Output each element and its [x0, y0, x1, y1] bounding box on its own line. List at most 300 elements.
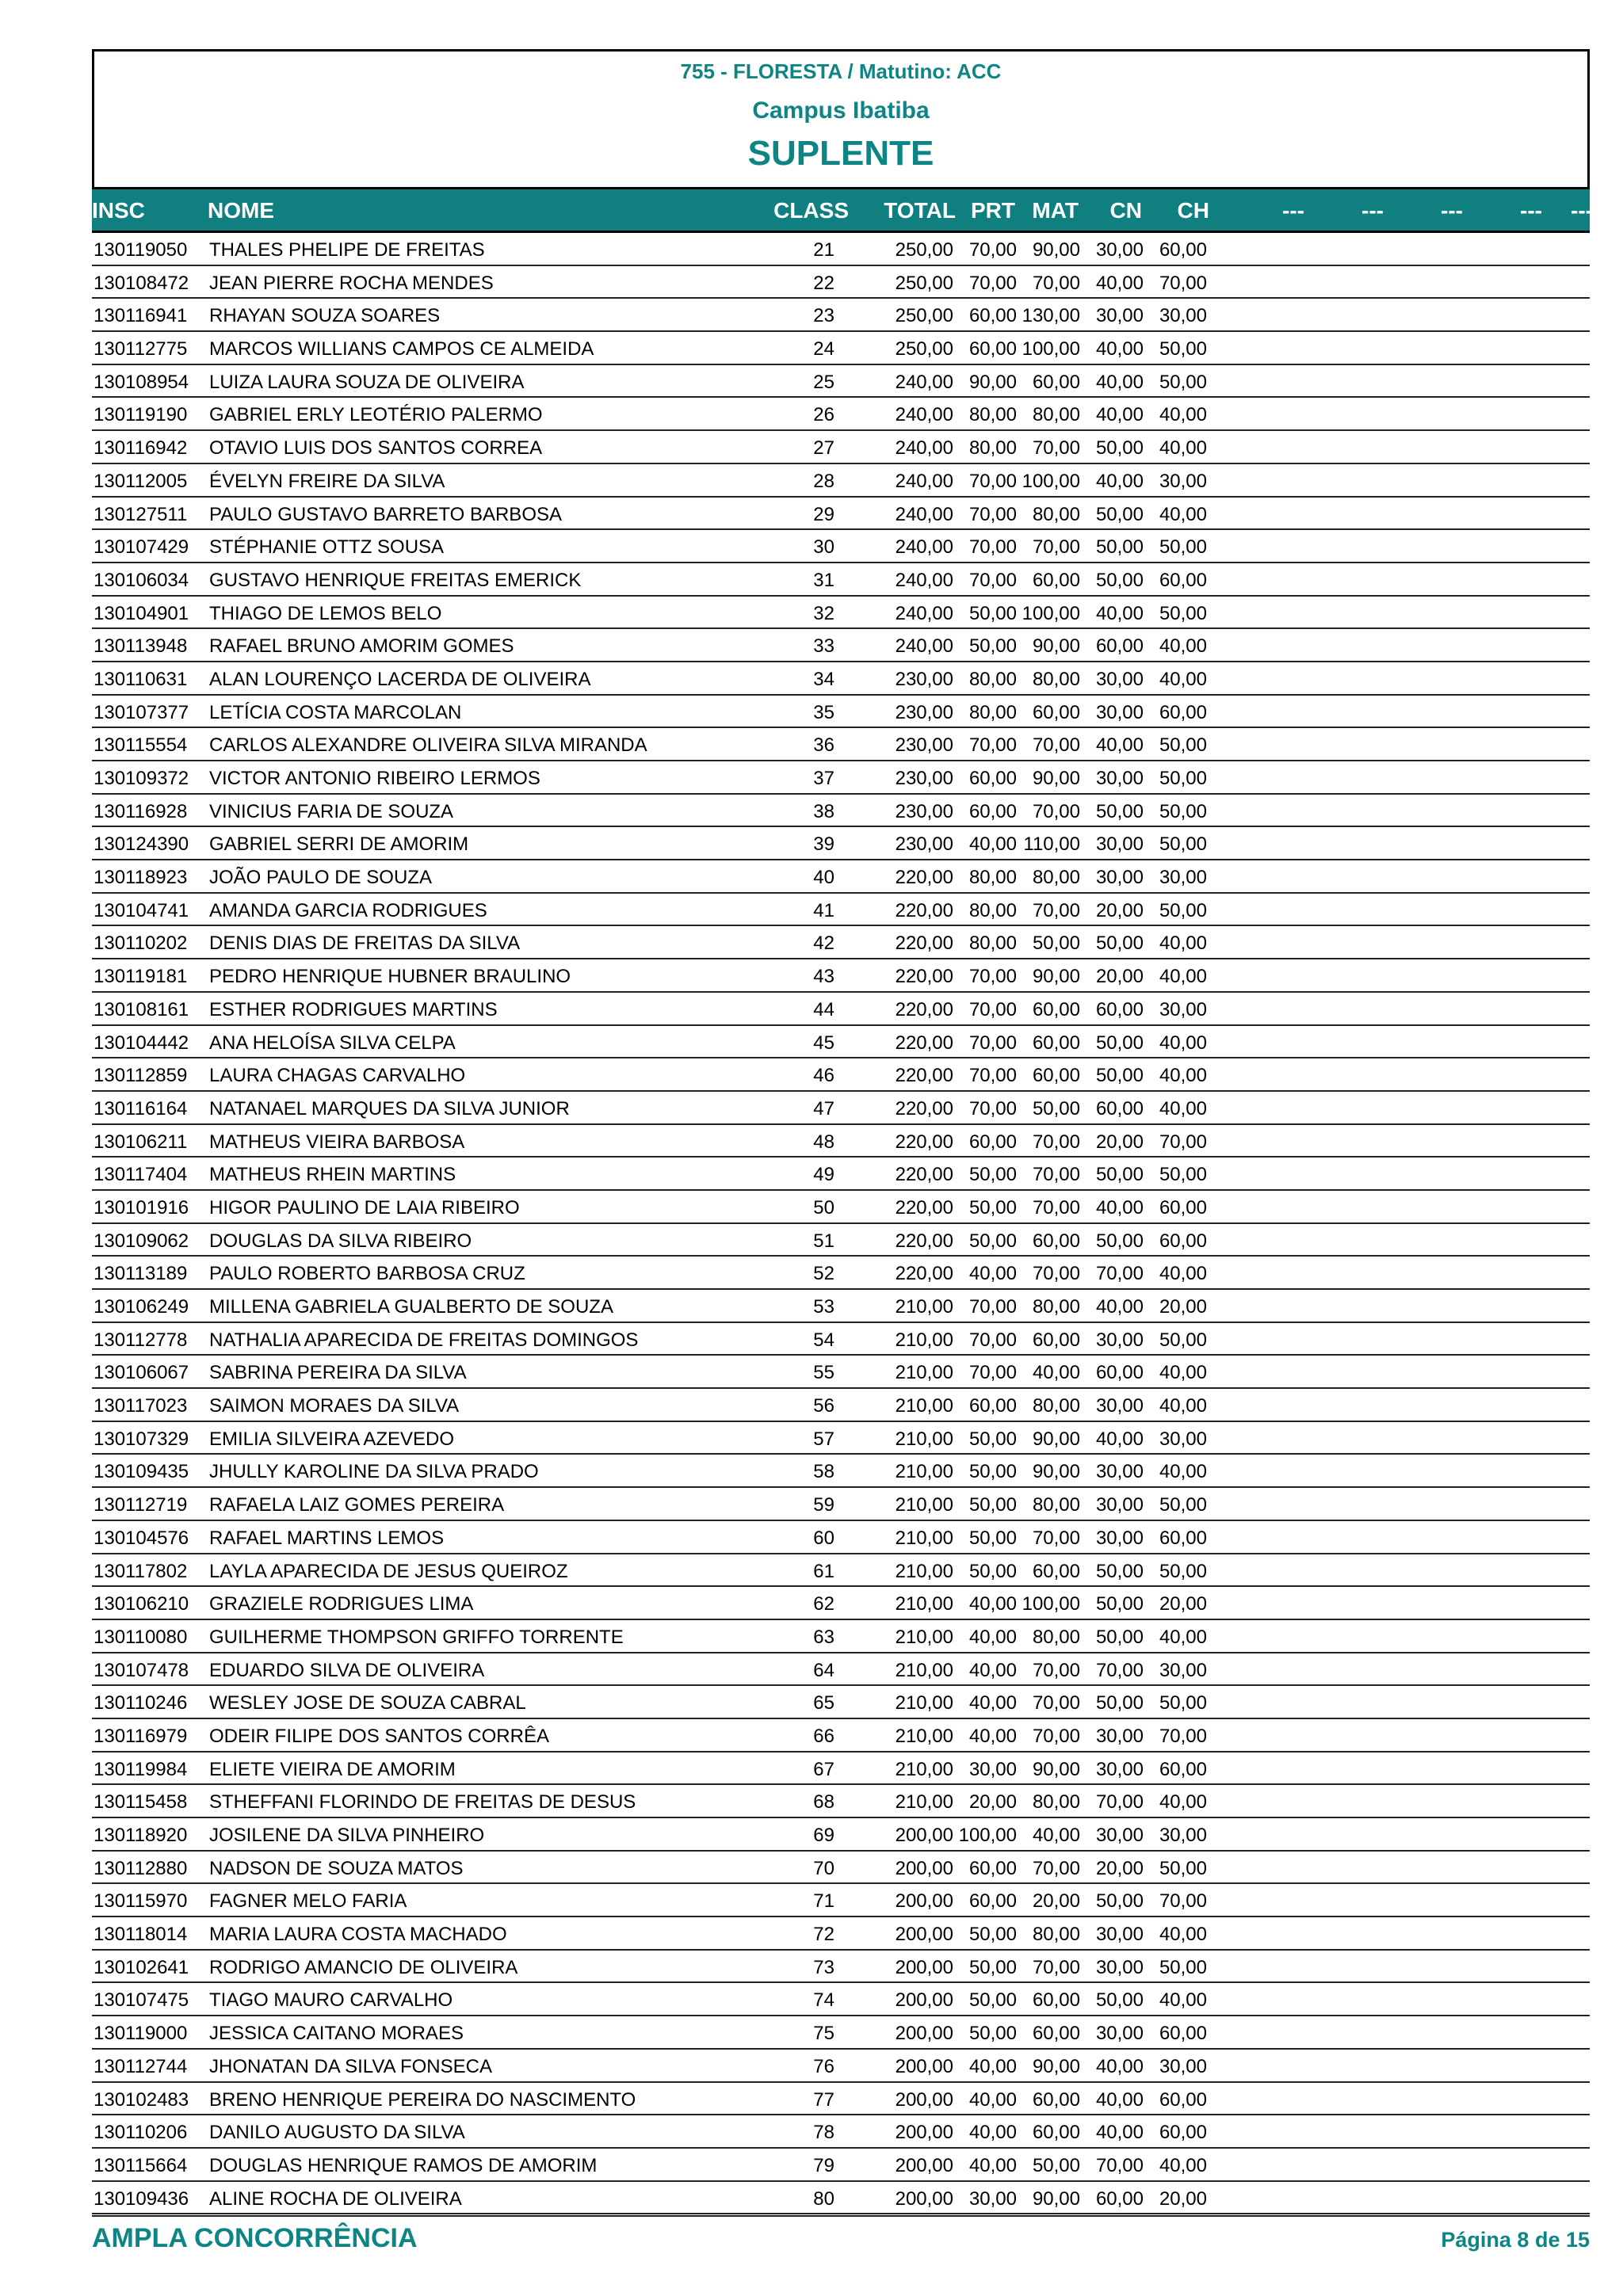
cell-class: 32 [813, 602, 834, 624]
cell-insc: 130115554 [94, 734, 188, 757]
cell-cn: 50,00 [1095, 1230, 1144, 1252]
cell-ch: 30,00 [1159, 2055, 1207, 2077]
cell-mat: 90,00 [1032, 635, 1080, 658]
cell-cn: 70,00 [1095, 2154, 1144, 2176]
cell-insc: 130106067 [94, 1362, 189, 1384]
cell-insc: 130116164 [94, 1097, 188, 1119]
cell-cn: 60,00 [1095, 1362, 1144, 1384]
cell-insc: 130119050 [94, 239, 188, 261]
cell-nome: MARCOS WILLIANS CAMPOS CE ALMEIDA [209, 338, 594, 360]
table-row [92, 332, 1590, 365]
cell-total: 200,00 [895, 1825, 953, 1846]
cell-prt: 30,00 [968, 2187, 1017, 2210]
cell-cn: 30,00 [1095, 1527, 1144, 1549]
cell-mat: 60,00 [1032, 998, 1080, 1020]
table-row [92, 1818, 1590, 1852]
cell-cn: 40,00 [1095, 2088, 1144, 2111]
cell-prt: 40,00 [968, 833, 1017, 856]
cell-nome: DENIS DIAS DE FREITAS DA SILVA [209, 933, 521, 955]
cell-mat: 90,00 [1032, 1461, 1080, 1483]
table-row [92, 1488, 1590, 1521]
cell-nome: GUILHERME THOMPSON GRIFFO TORRENTE [209, 1626, 624, 1648]
cell-cn: 30,00 [1095, 668, 1144, 690]
bottom-rule [92, 2215, 1590, 2217]
cell-ch: 50,00 [1159, 899, 1207, 921]
cell-mat: 60,00 [1032, 2088, 1080, 2111]
cell-mat: 90,00 [1032, 1758, 1080, 1780]
table-row [92, 1917, 1590, 1951]
cell-ch: 20,00 [1159, 1593, 1207, 1615]
cell-cn: 30,00 [1095, 701, 1144, 723]
cell-insc: 130116942 [94, 437, 188, 460]
cell-total: 240,00 [895, 602, 953, 624]
cell-ch: 30,00 [1159, 1825, 1207, 1846]
column-header-blank-5: --- [1571, 198, 1593, 223]
cell-nome: WESLEY JOSE DE SOUZA CABRAL [209, 1692, 526, 1714]
table-row [92, 299, 1590, 332]
cell-ch: 50,00 [1159, 1692, 1207, 1714]
cell-insc: 130116941 [94, 305, 188, 327]
cell-prt: 70,00 [968, 1296, 1017, 1318]
cell-cn: 70,00 [1095, 1791, 1144, 1814]
table-row [92, 860, 1590, 894]
cell-cn: 50,00 [1095, 1890, 1144, 1913]
cell-total: 200,00 [895, 1890, 953, 1913]
cell-ch: 40,00 [1159, 635, 1207, 658]
cell-class: 55 [813, 1362, 834, 1384]
cell-cn: 30,00 [1095, 1924, 1144, 1946]
cell-mat: 70,00 [1032, 1263, 1080, 1285]
cell-nome: PAULO ROBERTO BARBOSA CRUZ [209, 1263, 525, 1285]
cell-mat: 90,00 [1032, 1428, 1080, 1450]
cell-cn: 30,00 [1095, 1758, 1144, 1780]
cell-mat: 70,00 [1032, 1725, 1080, 1747]
cell-ch: 50,00 [1159, 602, 1207, 624]
cell-cn: 30,00 [1095, 833, 1144, 856]
cell-prt: 80,00 [968, 899, 1017, 921]
cell-nome: JHONATAN DA SILVA FONSECA [209, 2055, 492, 2077]
cell-ch: 40,00 [1159, 503, 1207, 525]
cell-class: 74 [813, 1989, 834, 2012]
column-header-total: TOTAL [884, 198, 956, 223]
cell-total: 200,00 [895, 2088, 953, 2111]
cell-mat: 80,00 [1032, 503, 1080, 525]
cell-ch: 40,00 [1159, 1263, 1207, 1285]
cell-class: 36 [813, 734, 834, 757]
cell-nome: ALINE ROCHA DE OLIVEIRA [209, 2187, 462, 2210]
cell-cn: 40,00 [1095, 338, 1144, 360]
cell-insc: 130110631 [94, 668, 188, 690]
cell-ch: 20,00 [1159, 2187, 1207, 2210]
cell-prt: 60,00 [968, 305, 1017, 327]
cell-insc: 130124390 [94, 833, 189, 856]
cell-mat: 70,00 [1032, 437, 1080, 460]
cell-cn: 30,00 [1095, 305, 1144, 327]
cell-total: 240,00 [895, 404, 953, 426]
table-row [92, 1389, 1590, 1422]
cell-total: 230,00 [895, 734, 953, 757]
cell-total: 250,00 [895, 239, 953, 261]
cell-prt: 50,00 [968, 1428, 1017, 1450]
table-row [92, 1290, 1590, 1323]
cell-prt: 50,00 [968, 1461, 1017, 1483]
cell-prt: 20,00 [968, 1791, 1017, 1814]
cell-class: 72 [813, 1924, 834, 1946]
cell-total: 230,00 [895, 833, 953, 856]
cell-insc: 130115970 [94, 1890, 188, 1913]
cell-prt: 50,00 [968, 1527, 1017, 1549]
cell-ch: 40,00 [1159, 1395, 1207, 1417]
cell-total: 210,00 [895, 1725, 953, 1747]
cell-mat: 100,00 [1022, 602, 1080, 624]
cell-class: 29 [813, 503, 834, 525]
cell-prt: 50,00 [968, 1956, 1017, 1978]
cell-nome: DOUGLAS HENRIQUE RAMOS DE AMORIM [209, 2154, 598, 2176]
column-header-prt: PRT [971, 198, 1015, 223]
column-header-class: CLASS [773, 198, 849, 223]
table-row [92, 398, 1590, 431]
table-row [92, 1224, 1590, 1257]
table-row [92, 1620, 1590, 1653]
cell-prt: 40,00 [968, 1692, 1017, 1714]
table-row [92, 1653, 1590, 1687]
cell-class: 66 [813, 1725, 834, 1747]
cell-total: 210,00 [895, 1527, 953, 1549]
cell-total: 210,00 [895, 1659, 953, 1681]
cell-cn: 30,00 [1095, 1494, 1144, 1516]
cell-prt: 70,00 [968, 734, 1017, 757]
cell-nome: GUSTAVO HENRIQUE FREITAS EMERICK [209, 569, 582, 591]
cell-total: 240,00 [895, 470, 953, 492]
cell-mat: 50,00 [1032, 1097, 1080, 1119]
cell-mat: 70,00 [1032, 800, 1080, 822]
cell-insc: 130107478 [94, 1659, 189, 1681]
cell-prt: 100,00 [958, 1825, 1017, 1846]
cell-total: 210,00 [895, 1758, 953, 1780]
cell-total: 230,00 [895, 768, 953, 789]
cell-cn: 30,00 [1095, 1825, 1144, 1846]
cell-nome: ESTHER RODRIGUES MARTINS [209, 998, 498, 1020]
cell-ch: 40,00 [1159, 1362, 1207, 1384]
cell-prt: 70,00 [968, 569, 1017, 591]
cell-prt: 40,00 [968, 2122, 1017, 2144]
cell-mat: 80,00 [1032, 1626, 1080, 1648]
cell-prt: 60,00 [968, 338, 1017, 360]
cell-ch: 40,00 [1159, 2154, 1207, 2176]
report-header [92, 49, 1590, 187]
cell-nome: STÉPHANIE OTTZ SOUSA [209, 536, 445, 559]
table-row [92, 1125, 1590, 1158]
cell-prt: 70,00 [968, 239, 1017, 261]
cell-prt: 50,00 [968, 2023, 1017, 2045]
cell-class: 40 [813, 867, 834, 889]
cell-class: 34 [813, 668, 834, 690]
cell-nome: MATHEUS VIEIRA BARBOSA [209, 1131, 465, 1153]
cell-prt: 70,00 [968, 998, 1017, 1020]
cell-ch: 30,00 [1159, 998, 1207, 1020]
cell-ch: 70,00 [1159, 1131, 1207, 1153]
cell-insc: 130109435 [94, 1461, 189, 1483]
cell-insc: 130115458 [94, 1791, 188, 1814]
cell-prt: 80,00 [968, 867, 1017, 889]
cell-total: 240,00 [895, 503, 953, 525]
cell-class: 69 [813, 1825, 834, 1846]
cell-insc: 130104901 [94, 602, 189, 624]
cell-cn: 50,00 [1095, 569, 1144, 591]
cell-class: 47 [813, 1097, 834, 1119]
table-row [92, 959, 1590, 993]
cell-total: 220,00 [895, 867, 953, 889]
cell-total: 230,00 [895, 668, 953, 690]
cell-cn: 60,00 [1095, 1097, 1144, 1119]
cell-cn: 20,00 [1095, 966, 1144, 988]
table-row [92, 1951, 1590, 1984]
cell-ch: 40,00 [1159, 668, 1207, 690]
cell-prt: 70,00 [968, 1362, 1017, 1384]
cell-cn: 50,00 [1095, 1065, 1144, 1087]
cell-mat: 80,00 [1032, 1395, 1080, 1417]
cell-mat: 90,00 [1032, 239, 1080, 261]
cell-nome: SAIMON MORAES DA SILVA [209, 1395, 460, 1417]
cell-insc: 130118014 [94, 1924, 188, 1946]
cell-mat: 100,00 [1022, 338, 1080, 360]
cell-ch: 60,00 [1159, 2088, 1207, 2111]
cell-total: 210,00 [895, 1395, 953, 1417]
cell-cn: 40,00 [1095, 1428, 1144, 1450]
cell-cn: 40,00 [1095, 272, 1144, 294]
cell-prt: 60,00 [968, 800, 1017, 822]
cell-class: 61 [813, 1560, 834, 1582]
cell-nome: RHAYAN SOUZA SOARES [209, 305, 441, 327]
table-row [92, 2182, 1590, 2215]
cell-prt: 40,00 [968, 1626, 1017, 1648]
cell-nome: RAFAEL MARTINS LEMOS [209, 1527, 445, 1549]
cell-cn: 30,00 [1095, 1329, 1144, 1351]
cell-total: 220,00 [895, 1065, 953, 1087]
cell-nome: SABRINA PEREIRA DA SILVA [209, 1362, 467, 1384]
cell-mat: 80,00 [1032, 1791, 1080, 1814]
cell-insc: 130107475 [94, 1989, 189, 2012]
cell-class: 64 [813, 1659, 834, 1681]
cell-class: 68 [813, 1791, 834, 1814]
cell-insc: 130108161 [94, 998, 189, 1020]
cell-class: 50 [813, 1196, 834, 1219]
column-header-insc: INSC [92, 198, 145, 223]
cell-total: 210,00 [895, 1428, 953, 1450]
cell-nome: RAFAELA LAIZ GOMES PEREIRA [209, 1494, 505, 1516]
cell-insc: 130119984 [94, 1758, 188, 1780]
cell-mat: 70,00 [1032, 899, 1080, 921]
cell-ch: 50,00 [1159, 833, 1207, 856]
cell-class: 70 [813, 1857, 834, 1879]
cell-mat: 50,00 [1032, 933, 1080, 955]
cell-prt: 40,00 [968, 1725, 1017, 1747]
cell-insc: 130112778 [94, 1329, 188, 1351]
cell-class: 35 [813, 701, 834, 723]
cell-prt: 50,00 [968, 602, 1017, 624]
cell-ch: 70,00 [1159, 272, 1207, 294]
cell-class: 73 [813, 1956, 834, 1978]
cell-prt: 40,00 [968, 1659, 1017, 1681]
cell-cn: 70,00 [1095, 1263, 1144, 1285]
cell-insc: 130106211 [94, 1131, 188, 1153]
cell-class: 45 [813, 1032, 834, 1054]
cell-total: 200,00 [895, 1956, 953, 1978]
table-row [92, 233, 1590, 266]
cell-total: 240,00 [895, 371, 953, 393]
cell-insc: 130107377 [94, 701, 189, 723]
cell-insc: 130112005 [94, 470, 188, 492]
cell-prt: 50,00 [968, 635, 1017, 658]
cell-nome: LUIZA LAURA SOUZA DE OLIVEIRA [209, 371, 525, 393]
cell-class: 42 [813, 933, 834, 955]
cell-ch: 60,00 [1159, 2122, 1207, 2144]
cell-total: 210,00 [895, 1593, 953, 1615]
cell-prt: 40,00 [968, 1593, 1017, 1615]
table-row [92, 597, 1590, 630]
cell-total: 200,00 [895, 2187, 953, 2210]
cell-insc: 130112719 [94, 1494, 188, 1516]
cell-prt: 40,00 [968, 2088, 1017, 2111]
cell-mat: 60,00 [1032, 1560, 1080, 1582]
cell-class: 54 [813, 1329, 834, 1351]
cell-cn: 30,00 [1095, 1395, 1144, 1417]
cell-class: 44 [813, 998, 834, 1020]
cell-nome: DOUGLAS DA SILVA RIBEIRO [209, 1230, 472, 1252]
cell-cn: 50,00 [1095, 1032, 1144, 1054]
cell-class: 31 [813, 569, 834, 591]
cell-prt: 70,00 [968, 1065, 1017, 1087]
course-title: 755 - FLORESTA / Matutino: ACC [680, 59, 1002, 83]
cell-prt: 60,00 [968, 1131, 1017, 1153]
cell-mat: 60,00 [1032, 701, 1080, 723]
cell-insc: 130113189 [94, 1263, 188, 1285]
cell-cn: 30,00 [1095, 1956, 1144, 1978]
cell-ch: 60,00 [1159, 1527, 1207, 1549]
campus-title: Campus Ibatiba [752, 97, 930, 124]
cell-total: 250,00 [895, 338, 953, 360]
cell-mat: 90,00 [1032, 966, 1080, 988]
table-row [92, 1026, 1590, 1059]
cell-mat: 70,00 [1032, 1527, 1080, 1549]
cell-nome: GRAZIELE RODRIGUES LIMA [209, 1593, 474, 1615]
cell-ch: 30,00 [1159, 1428, 1207, 1450]
cell-prt: 60,00 [968, 768, 1017, 789]
cell-total: 200,00 [895, 2055, 953, 2077]
cell-ch: 60,00 [1159, 2023, 1207, 2045]
cell-prt: 70,00 [968, 1032, 1017, 1054]
cell-prt: 70,00 [968, 272, 1017, 294]
cell-total: 240,00 [895, 437, 953, 460]
cell-prt: 40,00 [968, 2154, 1017, 2176]
cell-total: 220,00 [895, 1263, 953, 1285]
cell-prt: 50,00 [968, 1560, 1017, 1582]
column-header-blank-3: --- [1441, 198, 1463, 223]
cell-cn: 50,00 [1095, 1560, 1144, 1582]
cell-total: 250,00 [895, 305, 953, 327]
table-row [92, 993, 1590, 1026]
cell-class: 56 [813, 1395, 834, 1417]
cell-class: 41 [813, 899, 834, 921]
cell-mat: 60,00 [1032, 2122, 1080, 2144]
cell-prt: 70,00 [968, 966, 1017, 988]
cell-cn: 50,00 [1095, 933, 1144, 955]
cell-mat: 70,00 [1032, 1131, 1080, 1153]
cell-nome: MATHEUS RHEIN MARTINS [209, 1164, 456, 1186]
cell-nome: JHULLY KAROLINE DA SILVA PRADO [209, 1461, 539, 1483]
cell-total: 210,00 [895, 1494, 953, 1516]
cell-ch: 50,00 [1159, 1857, 1207, 1879]
cell-nome: GABRIEL SERRI DE AMORIM [209, 833, 469, 856]
cell-mat: 70,00 [1032, 1692, 1080, 1714]
cell-nome: ÉVELYN FREIRE DA SILVA [209, 470, 445, 492]
column-header-mat: MAT [1032, 198, 1079, 223]
cell-nome: RAFAEL BRUNO AMORIM GOMES [209, 635, 514, 658]
cell-insc: 130110206 [94, 2122, 188, 2144]
cell-ch: 40,00 [1159, 1989, 1207, 2012]
cell-prt: 50,00 [968, 1164, 1017, 1186]
table-row [92, 926, 1590, 959]
cell-class: 62 [813, 1593, 834, 1615]
cell-nome: HIGOR PAULINO DE LAIA RIBEIRO [209, 1196, 520, 1219]
cell-insc: 130118923 [94, 867, 188, 889]
cell-cn: 50,00 [1095, 503, 1144, 525]
cell-cn: 30,00 [1095, 2023, 1144, 2045]
cell-cn: 30,00 [1095, 768, 1144, 789]
cell-total: 240,00 [895, 569, 953, 591]
cell-ch: 40,00 [1159, 1791, 1207, 1814]
cell-mat: 80,00 [1032, 1924, 1080, 1946]
cell-insc: 130112775 [94, 338, 188, 360]
cell-ch: 70,00 [1159, 1890, 1207, 1913]
cell-prt: 80,00 [968, 404, 1017, 426]
cell-insc: 130104741 [94, 899, 189, 921]
table-row [92, 1753, 1590, 1786]
table-row [92, 1257, 1590, 1290]
cell-mat: 60,00 [1032, 2023, 1080, 2045]
cell-prt: 40,00 [968, 2055, 1017, 2077]
cell-total: 220,00 [895, 1164, 953, 1186]
status-title: SUPLENTE [747, 134, 934, 173]
table-row [92, 431, 1590, 464]
table-row [92, 1092, 1590, 1125]
table-header [92, 187, 1593, 233]
cell-total: 220,00 [895, 998, 953, 1020]
cell-ch: 50,00 [1159, 734, 1207, 757]
cell-total: 210,00 [895, 1362, 953, 1384]
cell-cn: 30,00 [1095, 239, 1144, 261]
table-row [92, 1983, 1590, 2016]
cell-nome: MILLENA GABRIELA GUALBERTO DE SOUZA [209, 1296, 613, 1318]
cell-class: 25 [813, 371, 834, 393]
cell-mat: 60,00 [1032, 1065, 1080, 1087]
cell-prt: 50,00 [968, 1494, 1017, 1516]
cell-total: 220,00 [895, 933, 953, 955]
cell-insc: 130109436 [94, 2187, 189, 2210]
cell-insc: 130104442 [94, 1032, 189, 1054]
cell-class: 52 [813, 1263, 834, 1285]
cell-class: 65 [813, 1692, 834, 1714]
cell-cn: 40,00 [1095, 2122, 1144, 2144]
cell-total: 220,00 [895, 966, 953, 988]
cell-cn: 50,00 [1095, 1989, 1144, 2012]
cell-prt: 50,00 [968, 1196, 1017, 1219]
cell-insc: 130106034 [94, 569, 189, 591]
cell-insc: 130102483 [94, 2088, 189, 2111]
cell-ch: 50,00 [1159, 536, 1207, 559]
table-row [92, 795, 1590, 828]
cell-ch: 70,00 [1159, 1725, 1207, 1747]
